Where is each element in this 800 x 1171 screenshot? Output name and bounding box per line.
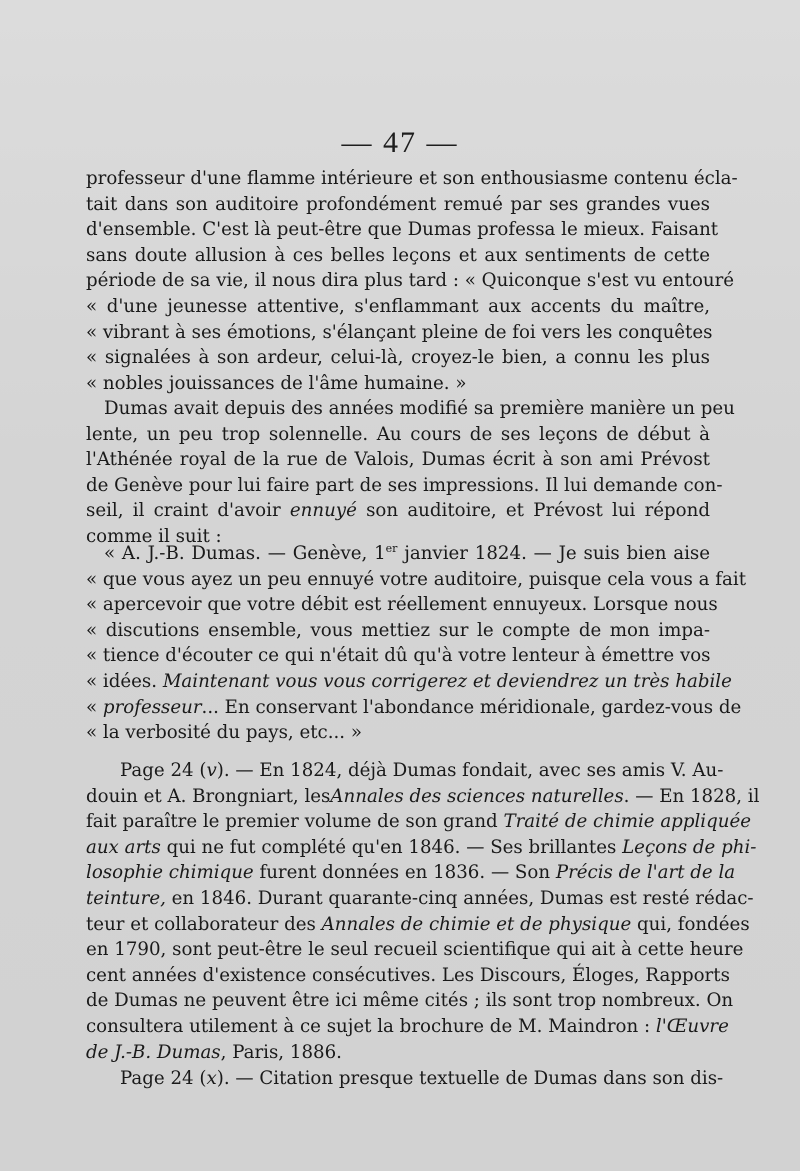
text-segment: ... En conservant l'abondance méridionale, gardez-vous de: [201, 696, 742, 718]
text-segment: douin et A. Brongniart, les: [86, 785, 331, 807]
text-line: « d'une jeunesse attentive, s'enflammant aux accents du maître,: [86, 295, 710, 317]
italic-text: Précis de l'art de la: [555, 862, 736, 884]
italic-text: losophie chimique: [86, 862, 254, 884]
text-segment: son auditoire, et Prévost lui répond: [366, 500, 710, 522]
text-line: [86, 1066, 724, 1092]
text-line: « discutions ensemble, vous mettiez sur le compte de mon impa-: [86, 619, 710, 641]
text-line: [86, 912, 750, 938]
text-line: « apercevoir que votre débit est réellement ennuyeux. Lorsque nous: [86, 594, 718, 616]
text-line: comme il suit :: [86, 525, 222, 547]
italic-text: Annales de chimie et de physique: [321, 913, 632, 935]
paragraph-flame: [86, 166, 738, 396]
text-segment: « A. J.-B. Dumas. — Genève, 1: [104, 543, 386, 564]
text-line: [86, 1040, 710, 1066]
italic-text: teinture,: [86, 887, 166, 909]
italic-text: Leçons de phi-: [622, 836, 757, 858]
text-line: de Dumas ne peuvent être ici même cités ; ils sont trop nombreux. On: [86, 990, 734, 1012]
italic-text: Traité de chimie appliquée: [503, 811, 751, 833]
text-line: « que vous ayez un peu ennuyé votre auditoire, puisque cela vous a fait: [86, 568, 746, 590]
text-line: tait dans son auditoire profondément remué par ses grandes vues: [86, 193, 710, 215]
text-line: professeur d'une flamme intérieure et son enthousiasme contenu écla-: [86, 168, 738, 189]
italic-text: x: [206, 1068, 217, 1089]
text-segment: ). — Citation presque textuelle de Dumas dans son dis-: [216, 1068, 724, 1089]
note-page-24-v: [86, 758, 760, 1065]
text-segment: seil, il craint d'avoir: [86, 500, 281, 522]
paragraph-dumas-manner: [86, 396, 735, 550]
text-segment: qui, fondées: [637, 913, 750, 935]
text-segment: «: [86, 696, 103, 718]
text-line: lente, un peu trop solennelle. Au cours de ses leçons de début à: [86, 423, 710, 445]
italic-text: Annales des sciences naturelles: [330, 785, 624, 807]
text-line: [86, 860, 736, 886]
text-line: [86, 835, 757, 861]
text-segment: Page 24 (: [120, 760, 207, 781]
text-segment: . — En 1828, il: [623, 785, 760, 807]
text-line: « nobles jouissances de l'âme humaine. »: [86, 372, 467, 394]
text-segment: teur et collaborateur des: [86, 913, 316, 935]
text-line: « vibrant à ses émotions, s'élançant pleine de foi vers les conquêtes: [86, 321, 713, 343]
text-segment: « idées.: [86, 670, 158, 692]
italic-text: v: [206, 760, 217, 781]
text-segment: consultera utilement à ce sujet la brochure de M. Maindron :: [86, 1015, 651, 1037]
text-line: en 1790, sont peut-être le seul recueil scientifique qui ait à cette heure: [86, 939, 744, 961]
text-segment: fait paraître le premier volume de son grand: [86, 811, 498, 833]
text-line: cent années d'existence consécutives. Les Discours, Éloges, Rapports: [86, 964, 730, 986]
italic-text: l'Œuvre: [655, 1015, 729, 1037]
text-line: d'ensemble. C'est là peut-être que Dumas professa le mieux. Faisant: [86, 219, 719, 241]
quoted-letter: [86, 541, 746, 746]
text-line: [86, 886, 754, 912]
italic-text: professeur: [102, 696, 202, 718]
text-line: [86, 809, 751, 835]
text-line: de Genève pour lui faire part de ses impressions. Il lui demande con-: [86, 474, 723, 496]
note-page-24-x: [86, 1066, 724, 1092]
page-number: — 47 —: [341, 126, 459, 159]
text-segment: janvier 1824. — Je suis bien aise: [397, 543, 710, 564]
text-line: [86, 695, 742, 721]
text-line: période de sa vie, il nous dira plus tard : « Quiconque s'est vu entouré: [86, 270, 735, 292]
text-line: « signalées à son ardeur, celui-là, croyez-le bien, a connu les plus: [86, 347, 710, 369]
text-line: [86, 541, 710, 567]
text-line: [86, 669, 732, 695]
text-line: [86, 498, 710, 524]
superscript: er: [385, 541, 398, 555]
text-line: [86, 784, 760, 810]
italic-text: Maintenant vous vous corrigerez et deviendrez un très habile: [162, 670, 732, 692]
text-segment: Page 24 (: [120, 1068, 207, 1089]
text-segment: furent données en 1836. — Son: [259, 862, 551, 884]
text-line: « tience d'écouter ce qui n'était dû qu'à votre lenteur à émettre vos: [86, 645, 711, 667]
text-segment: qui ne fut complété qu'en 1846. — Ses brillantes: [166, 836, 617, 858]
text-segment: en 1846. Durant quarante-cinq années, Dumas est resté rédac-: [171, 887, 754, 909]
text-segment: ). — En 1824, déjà Dumas fondait, avec ses amis V. Au-: [216, 760, 724, 781]
italic-text: ennuyé: [289, 500, 357, 522]
text-line: « la verbosité du pays, etc... »: [86, 722, 362, 744]
text-segment: , Paris, 1886.: [220, 1041, 342, 1063]
text-line: sans doute allusion à ces belles leçons et aux sentiments de cette: [86, 244, 710, 266]
text-line: l'Athénée royal de la rue de Valois, Dumas écrit à son ami Prévost: [86, 449, 710, 471]
text-line: [86, 1014, 729, 1040]
text-line: [86, 758, 724, 784]
text-line: Dumas avait depuis des années modifié sa première manière un peu: [104, 398, 735, 419]
italic-text: de J.-B. Dumas: [86, 1041, 221, 1063]
italic-text: aux arts: [86, 836, 161, 858]
